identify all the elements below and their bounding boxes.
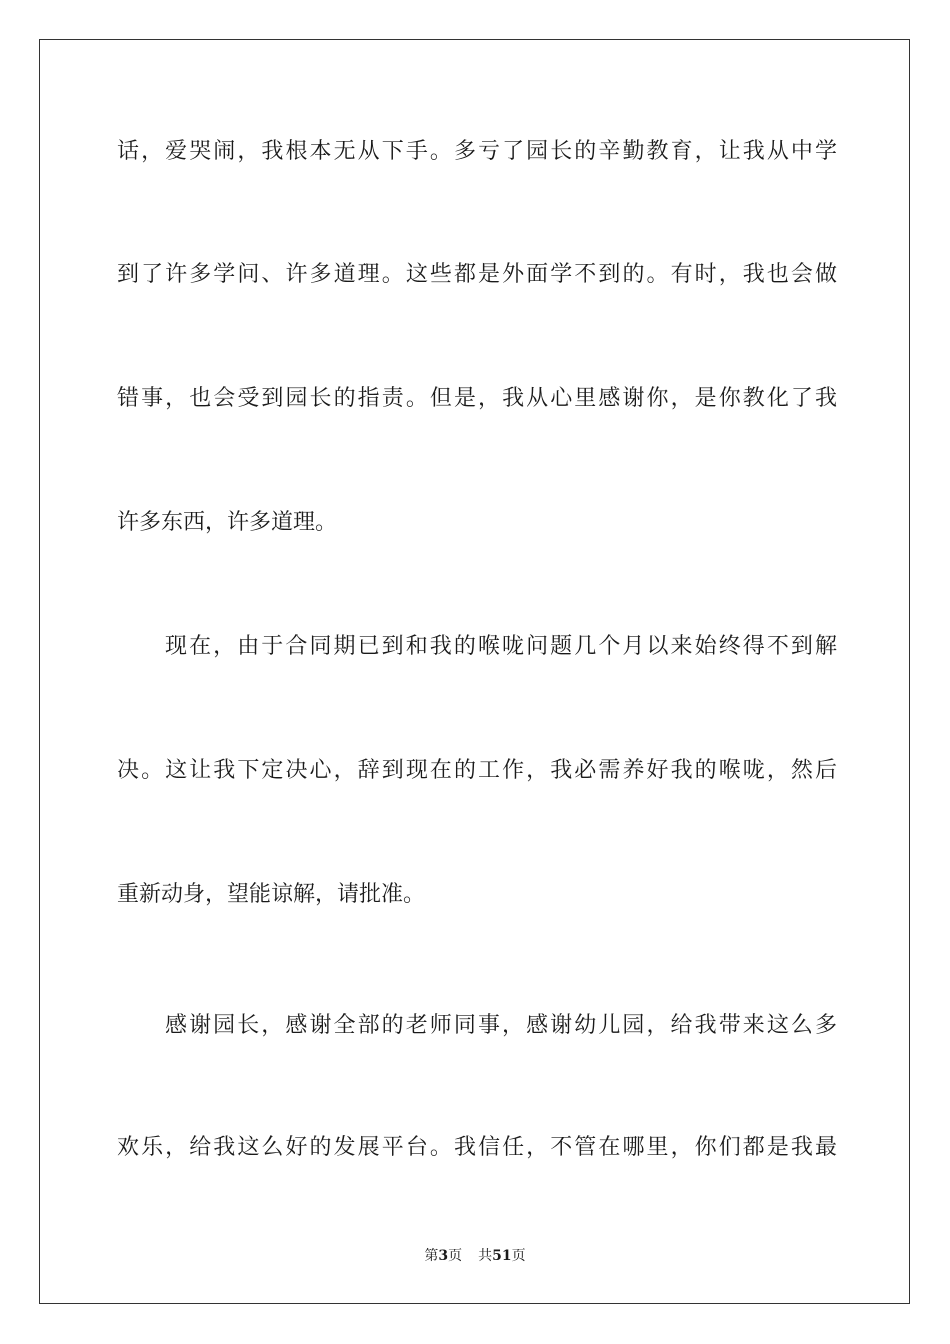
footer-page-number: 3 [438, 1248, 449, 1264]
page-footer [0, 1246, 950, 1266]
body-line-7: 重新动身，望能谅解，请批准。 [117, 882, 426, 907]
body-line-8: 感谢园长，感谢全部的老师同事，感谢幼儿园，给我带来这么多 [165, 1013, 837, 1038]
footer-page-prefix: 第 [424, 1248, 439, 1264]
body-line-1: 话，爱哭闹，我根本无从下手。多亏了园长的辛勤教育，让我从中学 [117, 139, 837, 164]
body-line-6: 决。这让我下定决心，辞到现在的工作，我必需养好我的喉咙，然后 [117, 758, 837, 783]
body-line-9: 欢乐，给我这么好的发展平台。我信任，不管在哪里，你们都是我最 [117, 1135, 837, 1160]
footer-total-suffix: 页 [511, 1248, 526, 1264]
body-line-3: 错事，也会受到园长的指责。但是，我从心里感谢你，是你教化了我 [117, 386, 837, 411]
body-line-4: 许多东西，许多道理。 [117, 510, 338, 535]
body-line-5: 现在，由于合同期已到和我的喉咙问题几个月以来始终得不到解 [165, 634, 837, 659]
footer-total-prefix: 共 [478, 1248, 493, 1264]
footer-total-pages: 51 [492, 1248, 512, 1264]
footer-page-suffix: 页 [448, 1248, 463, 1264]
body-line-2: 到了许多学问、许多道理。这些都是外面学不到的。有时，我也会做 [117, 262, 837, 287]
page-frame [39, 39, 910, 1304]
